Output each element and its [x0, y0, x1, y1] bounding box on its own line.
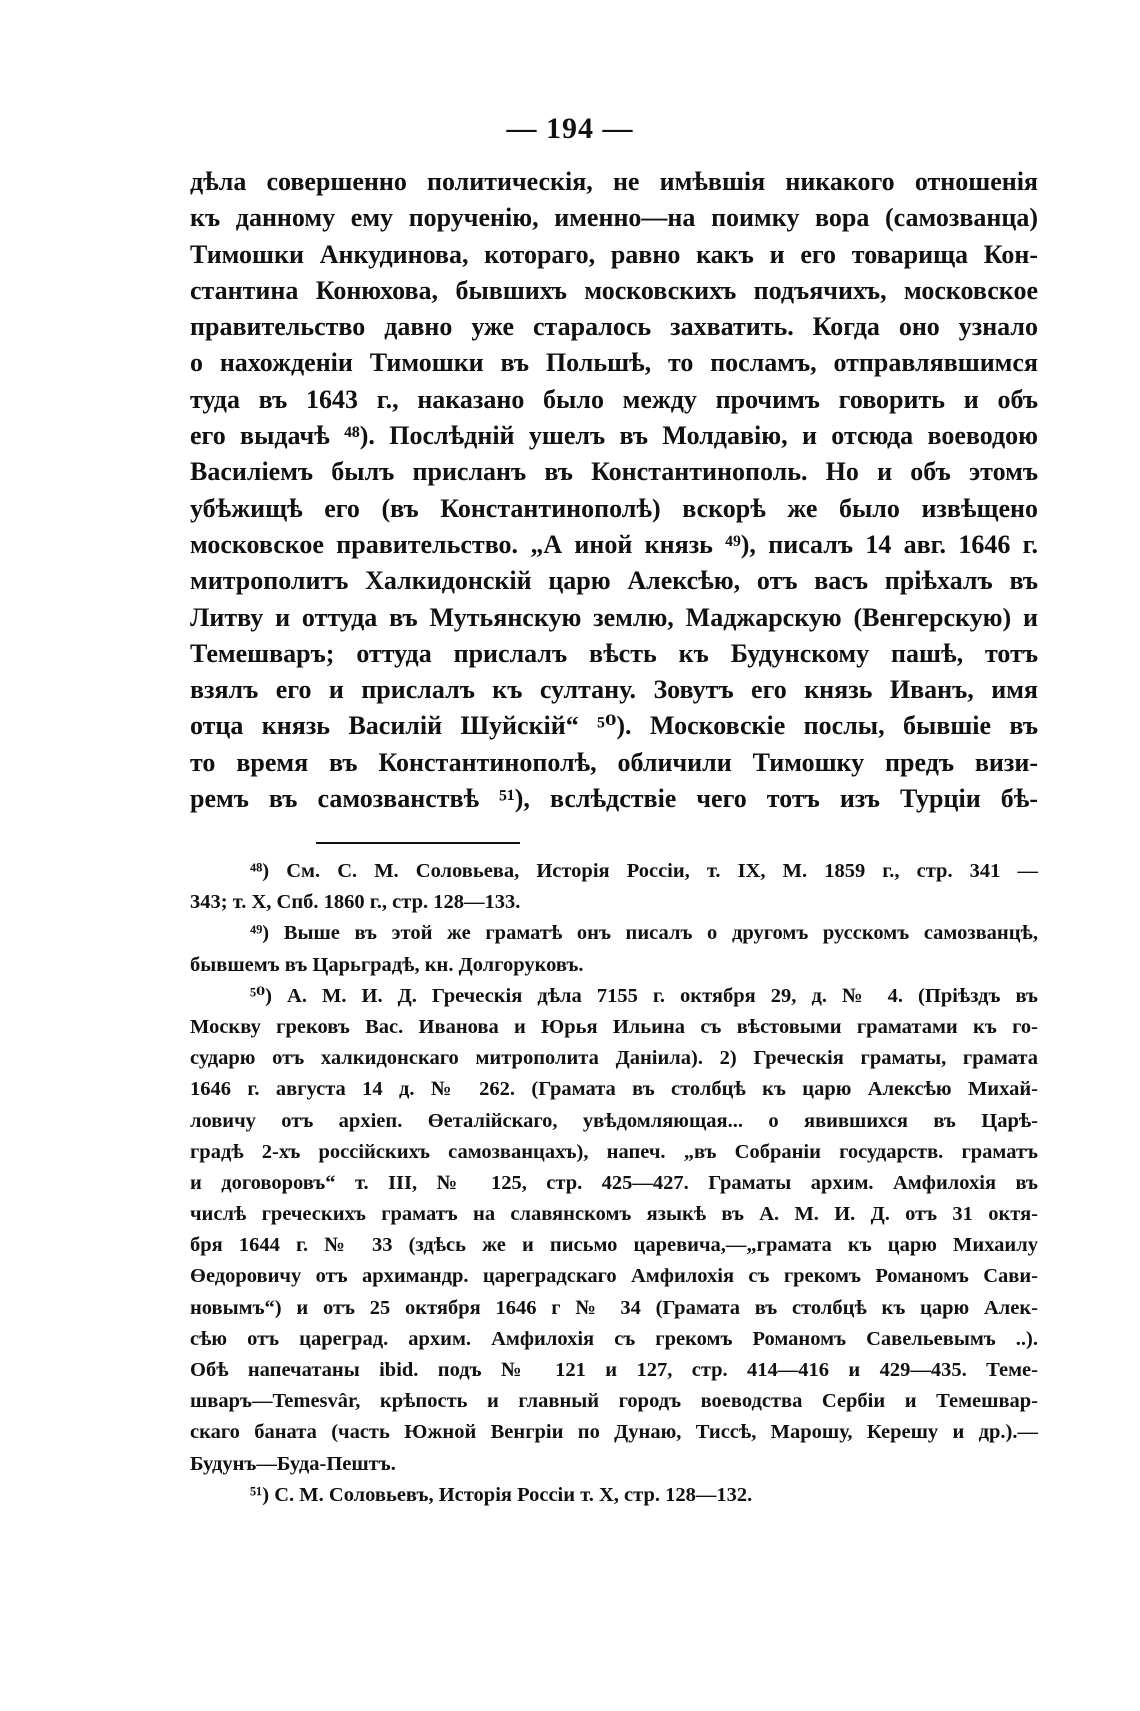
footnote-divider — [316, 842, 520, 844]
text-line: о нахожденіи Тимошки въ Польшѣ, то посламъ, отправлявшимся — [190, 348, 1038, 378]
footnotes — [190, 856, 1038, 1511]
text-line: его выдачѣ ⁴⁸). Послѣдній ушелъ въ Молдавію, и отсюда воеводою — [190, 421, 1038, 451]
text-line: то время въ Константинополѣ, обличили Тимошку предъ визи- — [190, 747, 1038, 777]
footnote-line: Будунъ—Буда-Пештъ. — [190, 1452, 396, 1475]
text-line: дѣла совершенно политическія, не имѣвшія никакого отношенія — [190, 167, 1038, 196]
text-line: взялъ его и прислалъ къ султану. Зовутъ его князь Иванъ, имя — [190, 675, 1038, 705]
footnote-line: ⁴⁸) См. С. М. Соловьева, Исторія Россіи, т. IX, М. 1859 г., стр. 341 — — [250, 860, 1038, 882]
footnote-line: сударю отъ халкидонскаго митрополита Даніила). 2) Греческія граматы, грамата — [190, 1047, 1038, 1070]
text-line: къ данному ему порученію, именно—на поимку вора (самозванца) — [190, 203, 1038, 233]
text-line: Василіемъ былъ присланъ въ Константинополь. Но и объ этомъ — [190, 457, 1038, 487]
footnote-line: Обѣ напечатаны ibid. подъ № 121 и 127, стр. 414—416 и 429—435. Теме- — [190, 1359, 1038, 1381]
footnote-line: новымъ“) и отъ 25 октября 1646 г № 34 (Грамата въ столбцѣ къ царю Алек- — [190, 1296, 1038, 1319]
text-line: отца князь Василій Шуйскій“ ⁵⁰). Московскіе послы, бывшіе въ — [190, 711, 1038, 741]
text-line: стантина Конюхова, бывшихъ московскихъ подъячихъ, московское — [190, 275, 1038, 305]
footnote-line: бря 1644 г. № 33 (здѣсь же и письмо царевича,—„грамата къ царю Михаилу — [190, 1234, 1038, 1257]
footnote-line: сѣю отъ цареград. архим. Амфилохія съ грекомъ Романомъ Савельевымъ ..). — [190, 1327, 1038, 1350]
text-line: ремъ въ самозванствѣ ⁵¹), вслѣдствіе чего тотъ изъ Турціи бѣ- — [190, 784, 1038, 814]
main-text — [190, 164, 1038, 817]
footnote-line: и договоровъ“ т. III, № 125, стр. 425—427. Граматы архим. Амфилохія въ — [190, 1171, 1038, 1194]
footnote-line: бывшемъ въ Царьградѣ, кн. Долгоруковъ. — [190, 953, 584, 976]
text-line: убѣжищѣ его (въ Константинополѣ) вскорѣ же было извѣщено — [190, 493, 1038, 523]
text-line: Темешваръ; оттуда прислалъ вѣсть къ Будунскому пашѣ, тотъ — [190, 638, 1038, 668]
text-line: туда въ 1643 г., наказано было между прочимъ говорить и объ — [190, 384, 1038, 414]
footnote-line: числѣ греческихъ граматъ на славянскомъ языкѣ въ А. М. И. Д. отъ 31 октя- — [190, 1203, 1038, 1226]
footnote-line: ⁵⁰) А. М. И. Д. Греческія дѣла 7155 г. октября 29, д. № 4. (Пріѣздъ въ — [250, 984, 1038, 1007]
footnote-line: скаго баната (часть Южной Венгріи по Дунаю, Тиссѣ, Марошу, Керешу и др.).— — [190, 1421, 1038, 1444]
text-line: митрополитъ Халкидонскій царю Алексѣю, отъ васъ пріѣхалъ въ — [190, 566, 1038, 596]
footnote-line: 343; т. X, Спб. 1860 г., стр. 128—133. — [190, 891, 521, 914]
footnote-line: Өедоровичу отъ архимандр. цареградскаго Амфилохія съ грекомъ Романомъ Сави- — [190, 1265, 1038, 1288]
footnote-line: Москву грековъ Вас. Иванова и Юрья Ильина съ вѣстовыми граматами къ го- — [190, 1015, 1038, 1038]
footnote-line: шваръ—Temesvâr, крѣпость и главный городъ воеводства Сербіи и Темешвар- — [190, 1390, 1038, 1413]
text-line: Литву и оттуда въ Мутьянскую землю, Маджарскую (Венгерскую) и — [190, 602, 1038, 632]
footnote-line: 1646 г. августа 14 д. № 262. (Грамата въ столбцѣ къ царю Алексѣю Михай- — [190, 1078, 1038, 1101]
footnote-line: градѣ 2-хъ россійскихъ самозванцахъ), напеч. „въ Собраніи государств. граматъ — [190, 1140, 1038, 1163]
text-line: правительство давно уже старалось захватить. Когда оно узнало — [190, 312, 1038, 342]
footnote-line: ⁵¹) С. М. Соловьевъ, Исторія Россіи т. X, стр. 128—132. — [250, 1483, 753, 1506]
text-line: Тимошки Анкудинова, котораго, равно какъ и его товарища Кон- — [190, 239, 1038, 269]
text-line: московское правительство. „А иной князь ⁴⁹), писалъ 14 авг. 1646 г. — [190, 529, 1038, 559]
footnote-line: ловичу отъ архіеп. Өеталійскаго, увѣдомляющая... о явившихся въ Царѣ- — [190, 1109, 1038, 1132]
page-number: — 194 — — [506, 112, 634, 145]
footnote-line: ⁴⁹) Выше въ этой же граматѣ онъ писалъ о другомъ русскомъ самозванцѣ, — [250, 922, 1038, 945]
